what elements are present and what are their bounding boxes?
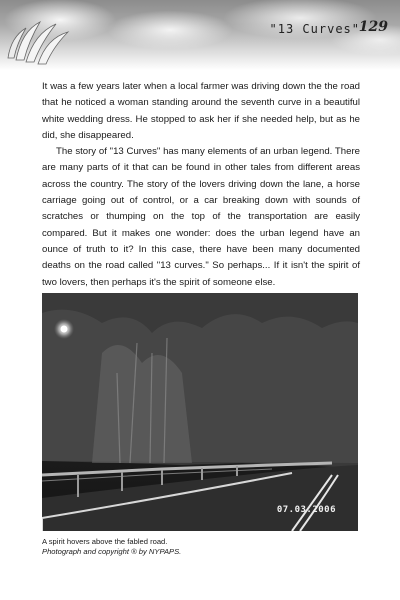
photo-image — [42, 293, 358, 531]
cloud-header-band — [0, 0, 400, 70]
claw-icon — [6, 10, 76, 65]
photo-credit: Photograph and copyright ® by NYPAPS. — [42, 547, 182, 556]
photo-date-stamp: 07.03.2006 — [276, 505, 336, 515]
page-number: 129 — [358, 19, 388, 35]
paragraph: The story of "13 Curves" has many elements of an urban legend. There are many parts of it that can be found in other tales from different areas across the country. The story of the lovers driving down the lane, a horse carriage going out of control, or a car breaking down with sounds of scratches or thumping on the top of the transportation are easily compared. But it makes one wonder: does the urban legend have an ounce of truth to it? In this case, there have been many documented deaths on the road called "13 curves." So perhaps... If it isn't the spirit of two lovers, then perhaps it's the spirit of someone else. — [42, 146, 360, 288]
photo-caption — [42, 537, 360, 557]
running-head: "13 Curves" — [269, 22, 360, 36]
body-text — [42, 79, 360, 291]
caption-line: A spirit hovers above the fabled road. — [42, 537, 168, 546]
paragraph: It was a few years later when a local farmer was driving down the the road that he noticed a woman standing around the seventh curve in a beautiful white wedding dress. He stopped to ask her if she needed help, but as he did, she disappeared. — [42, 81, 360, 141]
spirit-road-photo — [42, 293, 358, 531]
